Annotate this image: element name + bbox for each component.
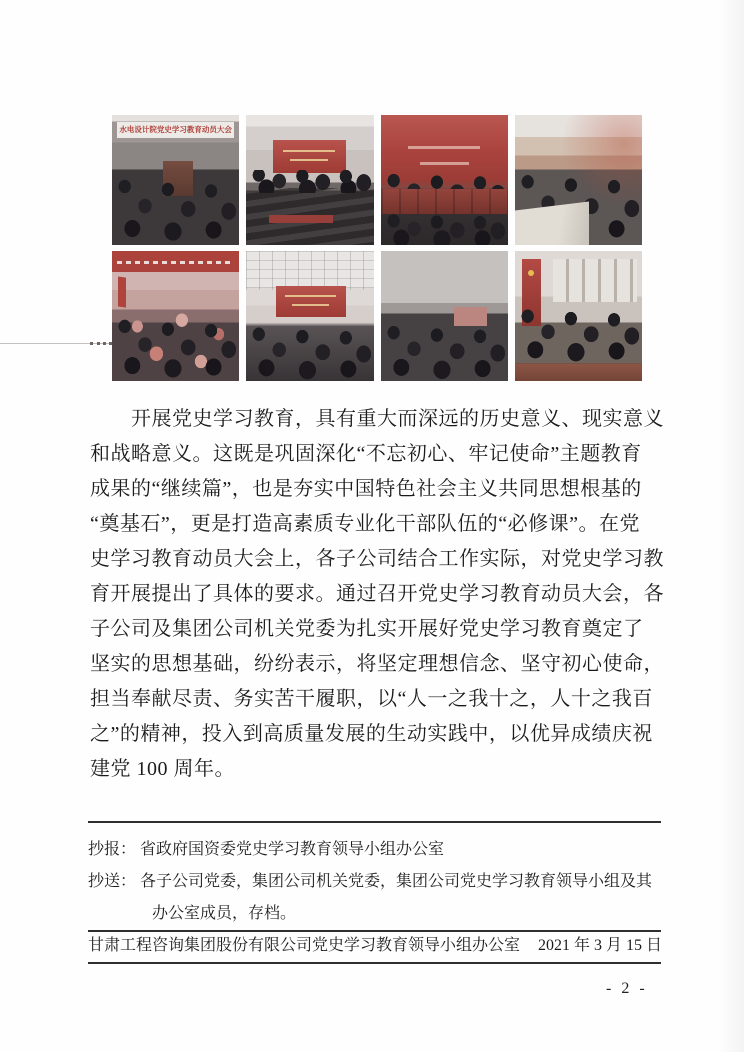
photo5-banner — [112, 255, 239, 271]
photo3-backdrop-text-lines — [403, 144, 484, 170]
body-line: 建党 100 周年。 — [90, 758, 235, 780]
copy-send-value — [140, 866, 662, 930]
body-paragraph — [90, 402, 664, 787]
body-line: 育开展提出了具体的要求。通过召开党史学习教育动员大会，各 — [90, 583, 664, 605]
body-line: 成果的“继续篇”，也是夯实中国特色社会主义共同思想根基的 — [90, 478, 642, 500]
photo1-banner-text: 水电设计院党史学习教育动员大会 — [119, 125, 232, 135]
copy-report-label: 抄报： — [88, 841, 137, 858]
footer-rule-bottom — [88, 962, 661, 964]
photo1-audience — [112, 170, 239, 245]
copy-report-row — [88, 834, 662, 866]
photo-2-meeting-room — [246, 115, 373, 245]
photo-5-assembly-hall — [112, 251, 239, 381]
copy-send-row — [88, 866, 662, 930]
photo5-audience — [112, 311, 239, 381]
photo8-attendees — [515, 303, 642, 363]
copy-send-line2: 办公室成员，存档。 — [152, 905, 297, 922]
photo-1-meeting-room — [112, 115, 239, 245]
photo6-audience — [246, 321, 373, 381]
body-line: 和战略意义。这既是巩固深化“不忘初心、牢记使命”主题教育 — [90, 443, 642, 465]
body-line: 子公司及集团公司机关党委为扎实开展好党史学习教育奠定了 — [90, 618, 644, 640]
body-line: 史学习教育动员大会上，各子公司结合工作实际，对党史学习教 — [90, 548, 664, 570]
photo8-foreground-table — [515, 364, 642, 381]
photo3-rostrum-table — [381, 189, 508, 214]
photo2-red-strip — [269, 215, 333, 223]
body-line: 坚实的思想基础，纷纷表示，将坚定理想信念、坚守初心使命， — [90, 653, 664, 675]
cc-block — [88, 834, 662, 930]
body-line: 之”的精神，投入到高质量发展的生动实践中，以优异成绩庆祝 — [90, 723, 653, 745]
photo-grid — [112, 115, 642, 381]
photo6-grid-ceiling — [246, 251, 373, 290]
body-line: 担当奉献尽责、务实苦干履职，以“人一之我十之，人十之我百 — [90, 688, 653, 710]
photo1-banner — [117, 122, 234, 139]
photo3-audience — [381, 214, 508, 245]
issue-date: 2021 年 3 月 15 日 — [537, 937, 662, 954]
copy-send-line1: 各子公司党委，集团公司机关党委，集团公司党史学习教育领导小组及其 — [140, 873, 653, 890]
photo-6-meeting-room — [246, 251, 373, 381]
copy-send-label: 抄送： — [88, 873, 137, 890]
body-line: “奠基石”，更是打造高素质专业化干部队伍的“必修课”。在党 — [90, 513, 641, 535]
copy-report-value: 省政府国资委党史学习教育领导小组办公室 — [140, 841, 445, 858]
page-number: - 2 - — [606, 980, 648, 997]
photo-3-rostrum — [381, 115, 508, 245]
footer-rule-top — [88, 821, 661, 823]
scan-artifact-dash — [0, 343, 112, 344]
scan-edge-shadow — [718, 0, 744, 1052]
photo-8-classroom — [515, 251, 642, 381]
photo8-windows — [553, 259, 637, 302]
photo2-red-screen — [273, 140, 346, 174]
photo6-red-screen — [276, 286, 346, 317]
photo-7-dim-hall — [381, 251, 508, 381]
photo7-audience — [381, 319, 508, 381]
footer-rule-middle — [88, 930, 661, 932]
issuer-office: 甘肃工程咨询集团股份有限公司党史学习教育领导小组办公室 — [88, 937, 521, 954]
issuer-row — [88, 934, 662, 958]
body-line: 开展党史学习教育，具有重大而深远的历史意义、现实意义 — [131, 408, 664, 430]
photo-4-meeting-room — [515, 115, 642, 245]
